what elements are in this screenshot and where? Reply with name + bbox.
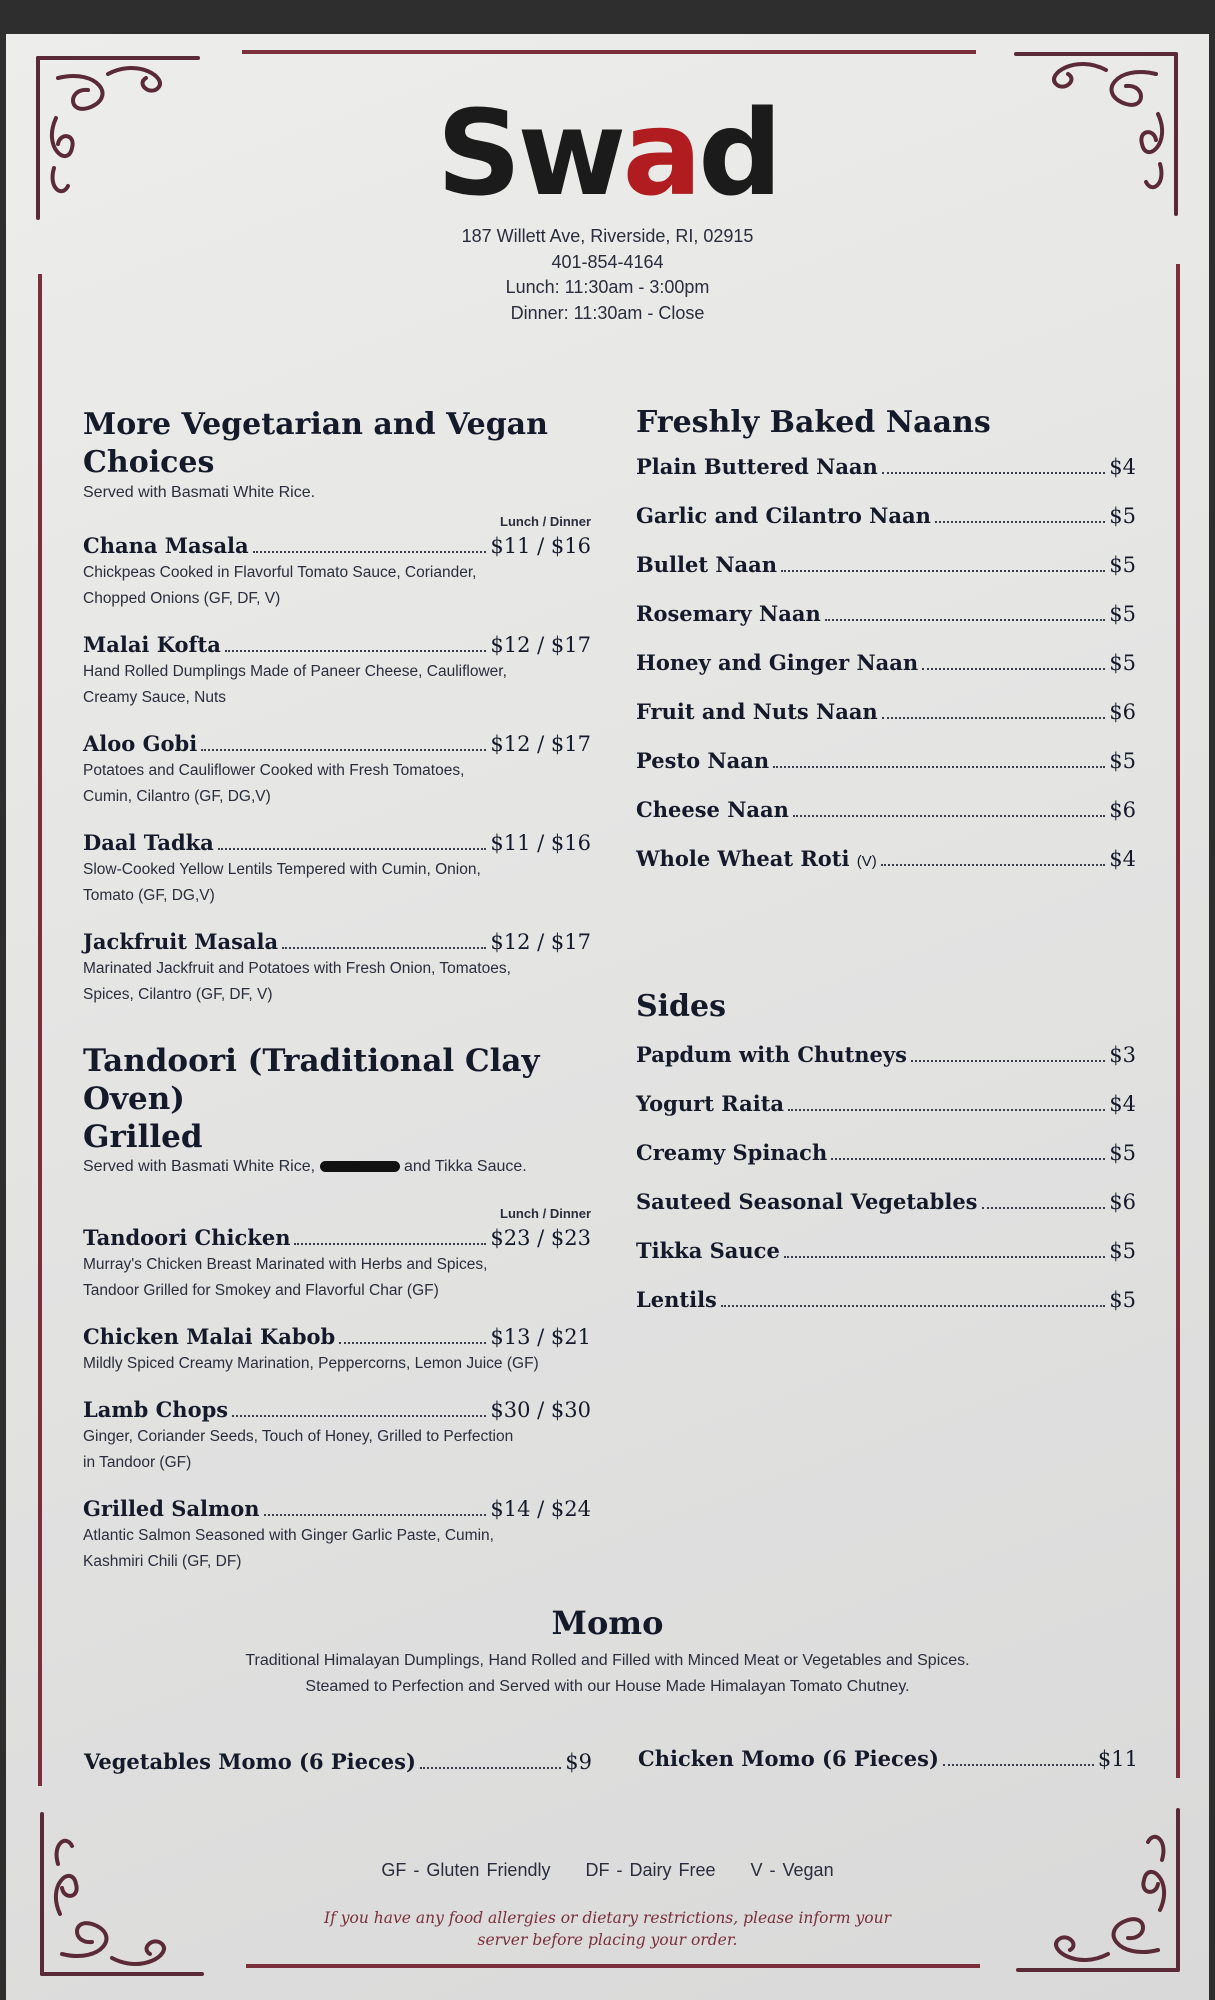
leader-dots bbox=[282, 947, 486, 949]
item-description: Creamy Sauce, Nuts bbox=[83, 689, 226, 706]
item-description: Chickpeas Cooked in Flavorful Tomato Sauce, Coriander, bbox=[83, 564, 477, 581]
item-name: Fruit and Nuts Naan bbox=[636, 699, 878, 724]
diet-legend bbox=[6, 1860, 1209, 1881]
tandoori-section bbox=[83, 1042, 591, 1575]
menu-header bbox=[6, 84, 1209, 326]
legend-dairy-free: DF - Dairy Free bbox=[585, 1860, 716, 1880]
menu-item bbox=[636, 1238, 1136, 1263]
item-description: Chopped Onions (GF, DF, V) bbox=[83, 590, 281, 607]
item-name: Vegetables Momo (6 Pieces) bbox=[84, 1749, 416, 1774]
menu-item bbox=[83, 1496, 591, 1575]
item-name: Papdum with Chutneys bbox=[636, 1042, 907, 1067]
item-price: $5 bbox=[1109, 504, 1136, 528]
item-name: Tandoori Chicken bbox=[83, 1225, 291, 1250]
item-price: $11 bbox=[1097, 1747, 1138, 1771]
leader-dots bbox=[831, 1158, 1105, 1160]
section-title-line2: Grilled bbox=[83, 1119, 203, 1155]
section-subtitle: Served with Basmati White Rice. bbox=[83, 484, 316, 501]
section-subtitle bbox=[83, 1158, 591, 1176]
menu-page bbox=[6, 34, 1209, 2000]
leader-dots bbox=[825, 619, 1106, 621]
redaction-mark bbox=[320, 1161, 400, 1172]
leader-dots bbox=[264, 1514, 487, 1516]
section-title: Freshly Baked Naans bbox=[636, 405, 991, 440]
item-price: $13 / $21 bbox=[490, 1325, 591, 1349]
item-description: Cumin, Cilantro (GF, DG,V) bbox=[83, 788, 271, 805]
item-price: $5 bbox=[1109, 1239, 1136, 1263]
item-price: $12 / $17 bbox=[490, 633, 591, 657]
menu-item bbox=[83, 533, 591, 612]
menu-item bbox=[636, 846, 1136, 871]
allergy-notice bbox=[6, 1907, 1209, 1951]
item-price: $5 bbox=[1109, 1141, 1136, 1165]
logo-text-part1: Sw bbox=[436, 84, 623, 222]
leader-dots bbox=[225, 650, 487, 652]
leader-dots bbox=[253, 551, 487, 553]
leader-dots bbox=[882, 472, 1105, 474]
item-price: $30 / $30 bbox=[490, 1398, 591, 1422]
leader-dots bbox=[781, 570, 1105, 572]
dinner-hours: Dinner: 11:30am - Close bbox=[510, 302, 705, 323]
allergy-text: If you have any food allergies or dietary restrictions, please inform your bbox=[324, 1909, 891, 1927]
item-description: Spices, Cilantro (GF, DF, V) bbox=[83, 986, 273, 1003]
item-price: $5 bbox=[1109, 651, 1136, 675]
leader-dots bbox=[784, 1256, 1105, 1258]
vegetarian-section bbox=[83, 406, 591, 1008]
item-name: Daal Tadka bbox=[83, 830, 214, 855]
item-name: Jackfruit Masala bbox=[83, 929, 279, 954]
section-title bbox=[83, 1042, 591, 1156]
item-price: $11 / $16 bbox=[490, 831, 591, 855]
menu-item bbox=[636, 1189, 1136, 1214]
leader-dots bbox=[935, 521, 1105, 523]
price-column-header: Lunch / Dinner bbox=[500, 514, 591, 529]
item-name: Honey and Ginger Naan bbox=[636, 650, 919, 675]
section-title-line1: Tandoori (Traditional Clay Oven) bbox=[83, 1043, 540, 1117]
item-description: Potatoes and Cauliflower Cooked with Fresh Tomatoes, bbox=[83, 762, 465, 779]
item-price: $6 bbox=[1109, 1190, 1136, 1214]
item-price: $23 / $23 bbox=[490, 1226, 591, 1250]
item-diet-note: (V) bbox=[856, 853, 877, 870]
restaurant-address: 187 Willett Ave, Riverside, RI, 02915 bbox=[461, 226, 754, 246]
menu-item bbox=[636, 1091, 1136, 1116]
frame-right-line bbox=[1176, 264, 1180, 1778]
menu-item bbox=[638, 1746, 1138, 1771]
menu-item bbox=[636, 454, 1136, 479]
leader-dots bbox=[201, 749, 486, 751]
legend-vegan: V - Vegan bbox=[750, 1860, 834, 1880]
leader-dots bbox=[882, 717, 1106, 719]
logo-text-part3: d bbox=[698, 84, 779, 222]
item-price: $5 bbox=[1109, 602, 1136, 626]
item-price: $5 bbox=[1109, 553, 1136, 577]
item-price: $6 bbox=[1109, 700, 1136, 724]
item-name: Sauteed Seasonal Vegetables bbox=[636, 1189, 978, 1214]
leader-dots bbox=[294, 1243, 486, 1245]
item-price: $4 bbox=[1109, 1092, 1136, 1116]
item-name: Rosemary Naan bbox=[636, 601, 821, 626]
section-description: Traditional Himalayan Dumplings, Hand Rolled and Filled with Minced Meat or Vegetables and Spices. bbox=[245, 1652, 970, 1669]
item-description: Slow-Cooked Yellow Lentils Tempered with Cumin, Onion, bbox=[83, 861, 481, 878]
leader-dots bbox=[420, 1767, 561, 1769]
leader-dots bbox=[911, 1060, 1105, 1062]
restaurant-phone: 401-854-4164 bbox=[551, 251, 664, 272]
item-price: $11 / $16 bbox=[490, 534, 591, 558]
menu-item bbox=[636, 503, 1136, 528]
menu-item bbox=[636, 797, 1136, 822]
item-name: Aloo Gobi bbox=[83, 731, 198, 756]
lunch-hours: Lunch: 11:30am - 3:00pm bbox=[505, 277, 710, 297]
leader-dots bbox=[339, 1342, 486, 1344]
item-name: Tikka Sauce bbox=[636, 1238, 780, 1263]
item-description: Murray's Chicken Breast Marinated with Herbs and Spices, bbox=[83, 1256, 488, 1273]
item-price: $4 bbox=[1109, 455, 1136, 479]
price-column-header: Lunch / Dinner bbox=[500, 1206, 591, 1221]
menu-item bbox=[84, 1749, 592, 1774]
item-description: Tomato (GF, DG,V) bbox=[83, 887, 215, 904]
allergy-text: server before placing your order. bbox=[477, 1931, 738, 1949]
item-name: Chicken Malai Kabob bbox=[83, 1324, 336, 1349]
restaurant-logo bbox=[436, 84, 779, 222]
menu-item bbox=[636, 601, 1136, 626]
item-name: Grilled Salmon bbox=[83, 1496, 260, 1521]
leader-dots bbox=[922, 668, 1105, 670]
item-name: Pesto Naan bbox=[636, 748, 770, 773]
item-name: Cheese Naan bbox=[636, 797, 789, 822]
item-price: $5 bbox=[1109, 1288, 1136, 1312]
leader-dots bbox=[943, 1764, 1094, 1766]
leader-dots bbox=[232, 1415, 486, 1417]
menu-item bbox=[636, 552, 1136, 577]
frame-bottom-line bbox=[246, 1964, 980, 1968]
item-name: Garlic and Cilantro Naan bbox=[636, 503, 931, 528]
momo-section bbox=[6, 1604, 1209, 1700]
item-price: $5 bbox=[1109, 749, 1136, 773]
frame-left-line bbox=[38, 274, 42, 1786]
item-description: Ginger, Coriander Seeds, Touch of Honey, Grilled to Perfection bbox=[83, 1428, 514, 1445]
item-price: $6 bbox=[1109, 798, 1136, 822]
leader-dots bbox=[773, 766, 1105, 768]
momo-item-left bbox=[84, 1749, 592, 1774]
menu-item bbox=[83, 929, 591, 1008]
legend-gluten-friendly: GF - Gluten Friendly bbox=[381, 1860, 551, 1880]
item-description: in Tandoor (GF) bbox=[83, 1454, 192, 1471]
naans-section bbox=[636, 404, 1136, 895]
item-description: Mildly Spiced Creamy Marination, Peppercorns, Lemon Juice (GF) bbox=[83, 1355, 539, 1372]
item-name: Malai Kofta bbox=[83, 632, 221, 657]
item-price: $12 / $17 bbox=[490, 930, 591, 954]
item-name: Bullet Naan bbox=[636, 552, 778, 577]
item-name: Plain Buttered Naan bbox=[636, 454, 878, 479]
leader-dots bbox=[721, 1305, 1105, 1307]
leader-dots bbox=[881, 864, 1105, 866]
menu-item bbox=[636, 1140, 1136, 1165]
leader-dots bbox=[788, 1109, 1105, 1111]
logo-text-part2: a bbox=[622, 84, 699, 222]
menu-item bbox=[636, 748, 1136, 773]
item-description: Kashmiri Chili (GF, DF) bbox=[83, 1553, 242, 1570]
subtitle-text: and Tikka Sauce. bbox=[403, 1158, 527, 1175]
sides-section bbox=[636, 988, 1136, 1336]
leader-dots bbox=[218, 848, 487, 850]
menu-item bbox=[83, 1225, 591, 1304]
menu-item bbox=[636, 699, 1136, 724]
item-name: Lentils bbox=[636, 1287, 717, 1312]
item-name: Yogurt Raita bbox=[636, 1091, 785, 1116]
menu-item bbox=[83, 1397, 591, 1476]
menu-item bbox=[636, 650, 1136, 675]
item-description: Atlantic Salmon Seasoned with Ginger Garlic Paste, Cumin, bbox=[83, 1527, 494, 1544]
item-name-text: Whole Wheat Roti bbox=[636, 846, 850, 871]
leader-dots bbox=[793, 815, 1105, 817]
menu-item bbox=[636, 1042, 1136, 1067]
momo-item-right bbox=[638, 1746, 1138, 1771]
section-title: Sides bbox=[636, 989, 727, 1024]
item-description: Tandoor Grilled for Smokey and Flavorful Char (GF) bbox=[83, 1282, 439, 1299]
menu-item bbox=[636, 1287, 1136, 1312]
section-description: Steamed to Perfection and Served with our House Made Himalayan Tomato Chutney. bbox=[305, 1678, 910, 1695]
item-price: $14 / $24 bbox=[490, 1497, 591, 1521]
item-name bbox=[636, 846, 877, 871]
item-price: $3 bbox=[1109, 1043, 1136, 1067]
item-price: $9 bbox=[565, 1750, 592, 1774]
item-name: Chicken Momo (6 Pieces) bbox=[638, 1746, 939, 1771]
menu-item bbox=[83, 830, 591, 909]
item-description: Marinated Jackfruit and Potatoes with Fresh Onion, Tomatoes, bbox=[83, 960, 511, 977]
item-name: Chana Masala bbox=[83, 533, 249, 558]
item-price: $4 bbox=[1109, 847, 1136, 871]
leader-dots bbox=[982, 1207, 1106, 1209]
item-name: Lamb Chops bbox=[83, 1397, 229, 1422]
frame-top-line bbox=[242, 50, 976, 54]
section-title: More Vegetarian and Vegan Choices bbox=[83, 407, 548, 480]
menu-footer bbox=[6, 1860, 1209, 1951]
item-name: Creamy Spinach bbox=[636, 1140, 828, 1165]
menu-item bbox=[83, 1324, 591, 1377]
section-title: Momo bbox=[551, 1604, 664, 1642]
menu-item bbox=[83, 731, 591, 810]
subtitle-text: Served with Basmati White Rice, bbox=[83, 1158, 316, 1175]
menu-item bbox=[83, 632, 591, 711]
item-price: $12 / $17 bbox=[490, 732, 591, 756]
item-description: Hand Rolled Dumplings Made of Paneer Cheese, Cauliflower, bbox=[83, 663, 507, 680]
